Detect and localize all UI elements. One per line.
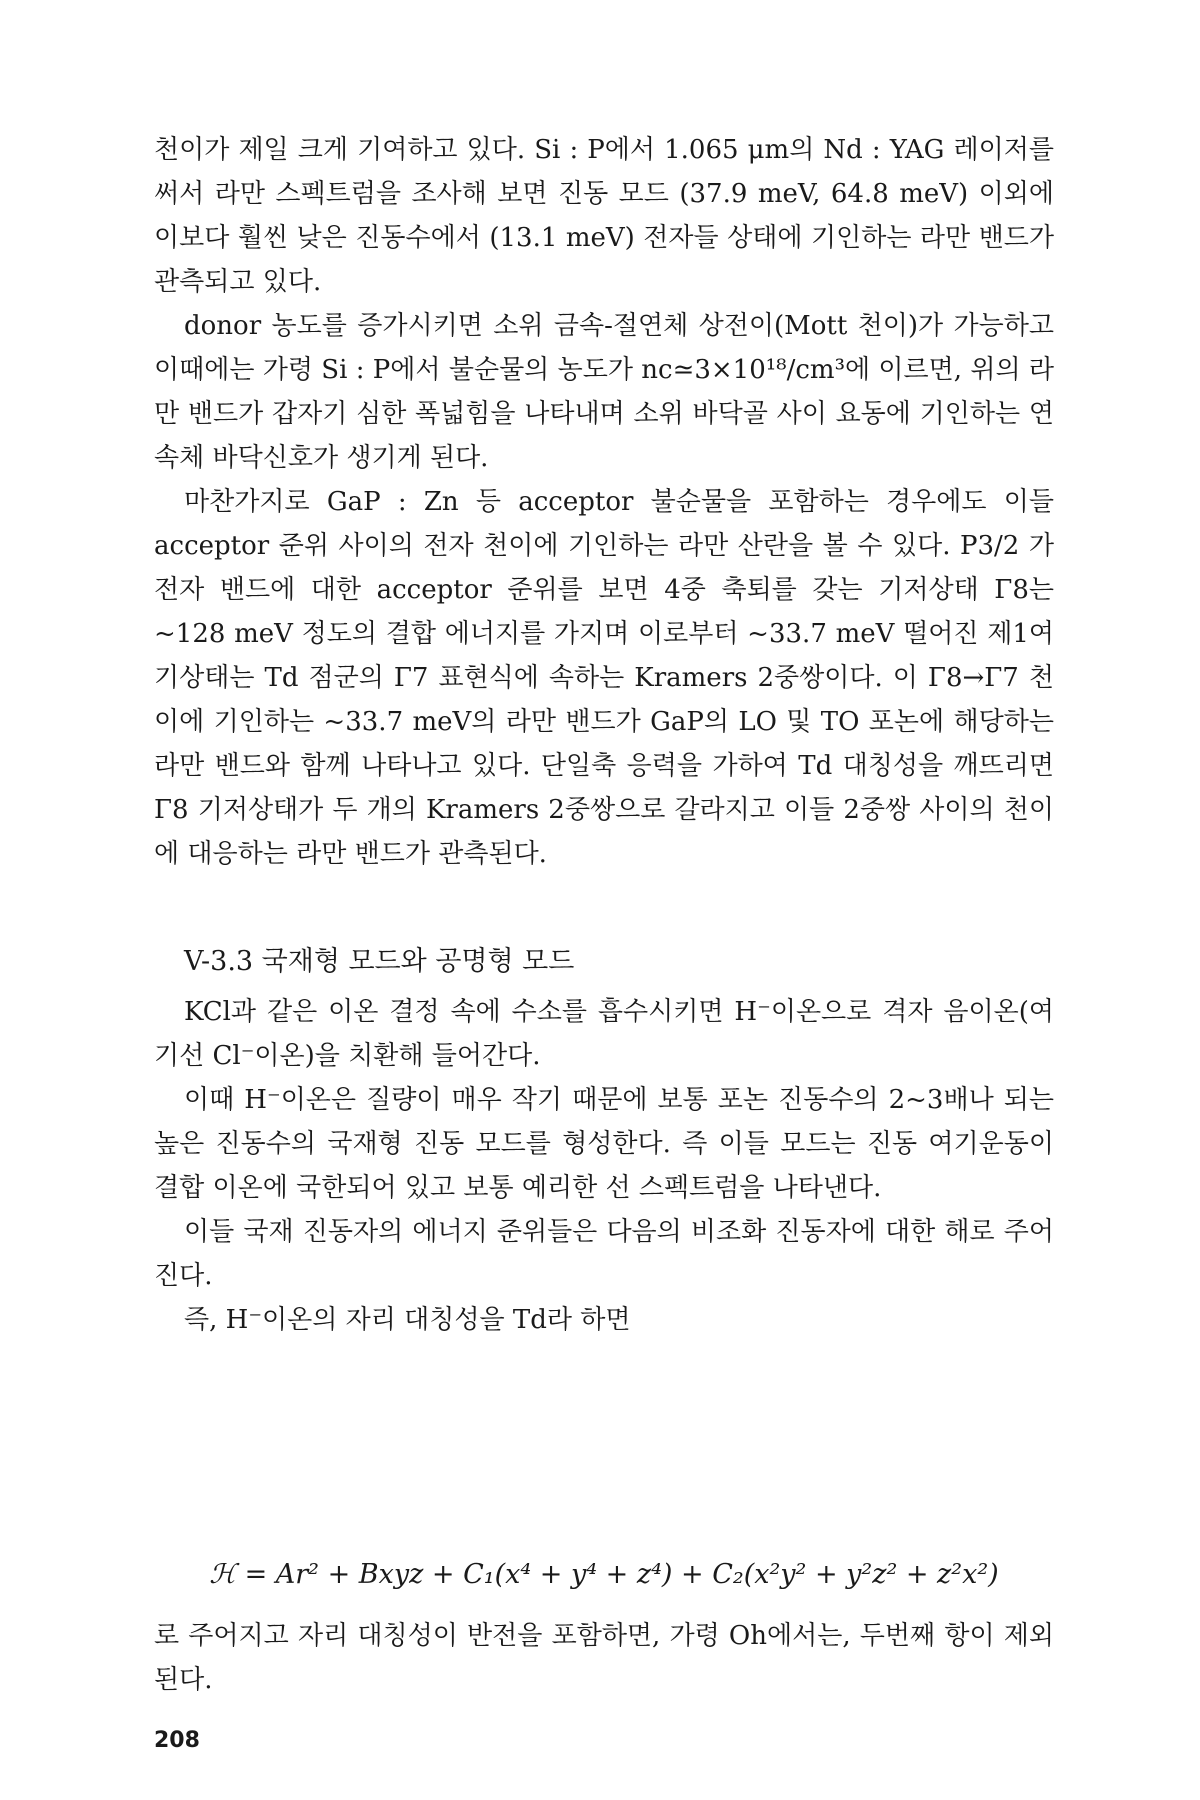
hamiltonian-equation: ℋ = Ar² + Bxyz + C₁(x⁴ + y⁴ + z⁴) + C₂(x²y² + y²z² + z²x²) [209, 1559, 999, 1590]
paragraph-6: 이들 국재 진동자의 에너지 준위들은 다음의 비조화 진동자에 대한 해로 주어진다. [154, 1217, 1054, 1291]
paragraph-4: KCl과 같은 이온 결정 속에 수소를 흡수시키면 H⁻이온으로 격자 음이온(여기선 Cl⁻이온)을 치환해 들어간다. [154, 997, 1054, 1071]
paragraph-3: 마찬가지로 GaP : Zn 등 acceptor 불순물을 포함하는 경우에도 이들 acceptor 준위 사이의 전자 천이에 기인하는 라만 산란을 볼 수 있다. P3/2 가전자 밴드에 대한 acceptor 준위를 보면 4중 축퇴를 갖는 기저상태 Γ8는 ~128 meV 정도의 결합 에너지를 가지며 이로부터 ~33.7 meV 떨어진 제1여기상태는 Td 점군의 Γ7 표현식에 속하는 Kramers 2중쌍이다. 이 Γ8→Γ7 천이에 기인하는 ~33.7 meV의 라만 밴드가 GaP의 LO 및 TO 포논에 해당하는 라만 밴드와 함께 나타나고 있다. 단일축 응력을 가하여 Td 대칭성을 깨뜨리면 Γ8 기저상태가 두 개의 Kramers 2중쌍으로 갈라지고 이들 2중쌍 사이의 천이에 대응하는 라만 밴드가 관측된다. [154, 487, 1054, 869]
body-text-final [154, 1614, 1054, 1702]
section-heading: V-3.3 국재형 모드와 공명형 모드 [184, 946, 575, 977]
paragraph-5: 이때 H⁻이온은 질량이 매우 작기 때문에 보통 포논 진동수의 2~3배나 되는 높은 진동수의 국재형 진동 모드를 형성한다. 즉 이들 모드는 진동 여기운동이 결합 이온에 국한되어 있고 보통 예리한 선 스펙트럼을 나타낸다. [154, 1085, 1054, 1203]
paragraph-8: 로 주어지고 자리 대칭성이 반전을 포함하면, 가령 Oh에서는, 두번째 항이 제외된다. [154, 1621, 1054, 1695]
paragraph-7: 즉, H⁻이온의 자리 대칭성을 Td라 하면 [184, 1305, 631, 1335]
page-number: 208 [154, 1728, 200, 1753]
body-text-bottom [154, 990, 1054, 1342]
paragraph-2: donor 농도를 증가시키면 소위 금속-절연체 상전이(Mott 천이)가 가능하고 이때에는 가령 Si : P에서 불순물의 농도가 nc≃3×10¹⁸/cm³에 이르면, 위의 라만 밴드가 갑자기 심한 폭넓힘을 나타내며 소위 바닥골 사이 요동에 기인하는 연속체 바닥신호가 생기게 된다. [154, 311, 1054, 473]
paragraph-1: 천이가 제일 크게 기여하고 있다. Si : P에서 1.065 μm의 Nd : YAG 레이저를 써서 라만 스펙트럼을 조사해 보면 진동 모드 (37.9 meV, 64.8 meV) 이외에 이보다 훨씬 낮은 진동수에서 (13.1 meV) 전자들 상태에 기인하는 라만 밴드가 관측되고 있다. [154, 135, 1054, 297]
body-text-top [154, 128, 1054, 876]
